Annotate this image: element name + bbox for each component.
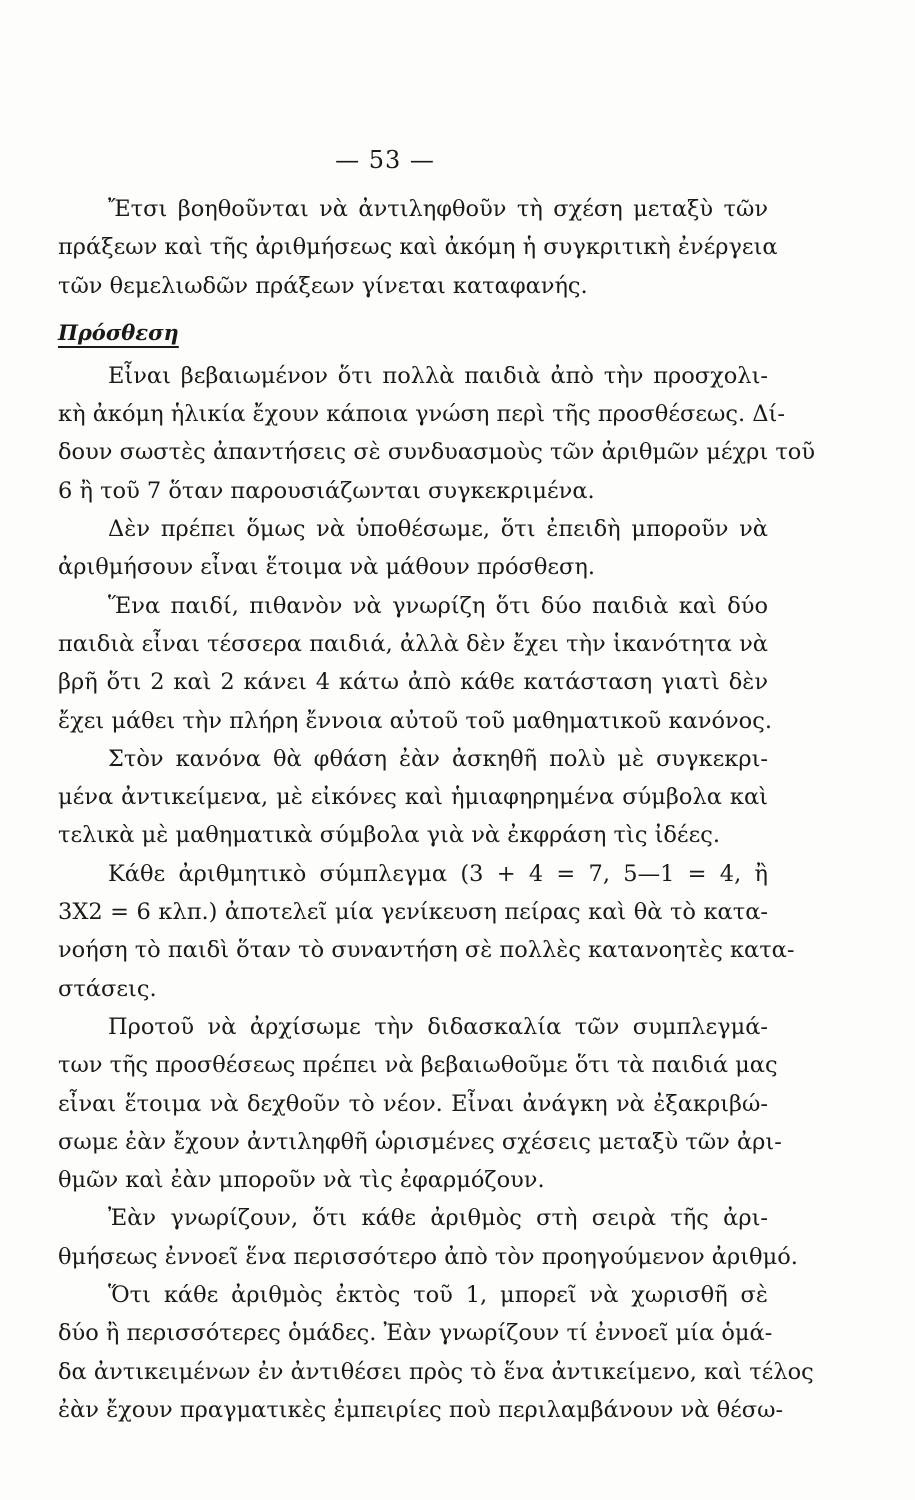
text-line: τῶν θεμελιωδῶν πράξεων γίνεται καταφανής. xyxy=(58,272,588,299)
section-heading-wrap xyxy=(58,305,768,357)
text-line: θμήσεως ἐννοεῖ ἕνα περισσότερο ἀπὸ τὸν προηγούμενον ἀριθμό. xyxy=(58,1243,798,1270)
paragraph-6 xyxy=(58,1008,782,1199)
text-line: βρῆ ὅτι 2 καὶ 2 κάνει 4 κάτω ἀπὸ κάθε κατάσταση γιατὶ δὲν xyxy=(58,669,768,696)
text-line: εἶναι ἕτοιμα νὰ δεχθοῦν τὸ νέον. Εἶναι ἀνάγκη νὰ ἐξακριβώ- xyxy=(58,1090,768,1117)
paragraph-7 xyxy=(58,1199,798,1276)
section-heading: Πρόσθεση xyxy=(58,319,179,345)
text-line: στάσεις. xyxy=(58,975,157,1002)
text-line: Ἔτσι βοηθοῦνται νὰ ἀντιληφθοῦν τὴ σχέση μεταξὺ τῶν xyxy=(108,196,768,222)
text-line: ἔχει μάθει τὴν πλήρη ἔννοια αὐτοῦ τοῦ μαθηματικοῦ κανόνος. xyxy=(58,707,772,734)
text-line: σωμε ἐὰν ἔχουν ἀντιληφθῆ ὡρισμένες σχέσεις μεταξὺ τῶν ἀρι- xyxy=(58,1128,782,1155)
text-line: Ἕνα παιδί, πιθανὸν νὰ γνωρίζη ὅτι δύο παιδιὰ καὶ δύο xyxy=(108,592,768,619)
text-line: δουν σωστὲς ἀπαντήσεις σὲ συνδυασμοὺς τῶν ἀριθμῶν μέχρι τοῦ xyxy=(58,439,815,466)
paragraph-5 xyxy=(58,855,795,1008)
text-line: τελικὰ μὲ μαθηματικὰ σύμβολα γιὰ νὰ ἐκφράση τὶς ἰδέες. xyxy=(58,822,721,849)
text-line: ἐὰν ἔχουν πραγματικὲς ἐμπειρίες ποὺ περιλαμβάνουν νὰ θέσω- xyxy=(58,1396,784,1423)
text-line: Ὅτι κάθε ἀριθμὸς ἐκτὸς τοῦ 1, μπορεῖ νὰ χωρισθῆ σὲ xyxy=(108,1282,768,1309)
paragraph-4 xyxy=(58,740,768,855)
text-line: των τῆς προσθέσεως πρέπει νὰ βεβαιωθοῦμε ὅτι τὰ παιδιά μας xyxy=(58,1052,778,1079)
text-body xyxy=(58,190,815,1429)
text-line: δύο ἢ περισσότερες ὁμάδες. Ἐὰν γνωρίζουν τί ἐννοεῖ μία ὁμά- xyxy=(58,1320,773,1347)
page-number: — 53 — xyxy=(335,146,435,174)
text-line: πράξεων καὶ τῆς ἀριθμήσεως καὶ ἀκόμη ἡ συγκριτικὴ ἐνέργεια xyxy=(58,234,778,261)
paragraph-2 xyxy=(58,510,768,587)
text-line: Προτοῦ νὰ ἀρχίσωμε τὴν διδασκαλία τῶν συμπλεγμά- xyxy=(108,1013,768,1040)
text-line: παιδιὰ εἶναι τέσσερα παιδιά, ἀλλὰ δὲν ἔχει τὴν ἱκανότητα νὰ xyxy=(58,630,768,657)
text-line: κὴ ἀκόμη ἡλικία ἔχουν κάποια γνώση περὶ τῆς προσθέσεως. Δί- xyxy=(58,401,785,428)
text-line: ἀριθμήσουν εἶναι ἕτοιμα νὰ μάθουν πρόσθεση. xyxy=(58,554,596,581)
paragraph-intro xyxy=(58,190,778,305)
text-line: θμῶν καὶ ἐὰν μποροῦν νὰ τὶς ἐφαρμόζουν. xyxy=(58,1167,545,1194)
text-line: μένα ἀντικείμενα, μὲ εἰκόνες καὶ ἡμιαφηρημένα σύμβολα καὶ xyxy=(58,784,768,811)
text-line: Ἐὰν γνωρίζουν, ὅτι κάθε ἀριθμὸς στὴ σειρὰ τῆς ἀρι- xyxy=(108,1205,768,1232)
text-line: δα ἀντικειμένων ἐν ἀντιθέσει πρὸς τὸ ἕνα ἀντικείμενο, καὶ τέλος xyxy=(58,1358,814,1385)
text-line: Εἶναι βεβαιωμένον ὅτι πολλὰ παιδιὰ ἀπὸ τὴν προσχολι- xyxy=(108,362,768,389)
paragraph-1 xyxy=(58,357,815,510)
text-line: Δὲν πρέπει ὅμως νὰ ὑποθέσωμε, ὅτι ἐπειδὴ μποροῦν νὰ xyxy=(108,516,768,543)
text-line: νοήση τὸ παιδὶ ὅταν τὸ συναντήση σὲ πολλὲς κατανοητὲς κατα- xyxy=(58,937,795,964)
text-line: 3Χ2 = 6 κλπ.) ἀποτελεῖ μία γενίκευση πείρας καὶ θὰ τὸ κατα- xyxy=(58,899,768,926)
paragraph-8 xyxy=(58,1276,814,1429)
text-line: Στὸν κανόνα θὰ φθάση ἐὰν ἀσκηθῆ πολὺ μὲ συγκεκρι- xyxy=(108,745,768,772)
paragraph-3 xyxy=(58,587,772,740)
text-line: Κάθε ἀριθμητικὸ σύμπλεγμα (3 + 4 = 7, 5—1 = 4, ἢ xyxy=(108,860,768,887)
text-line: 6 ἢ τοῦ 7 ὅταν παρουσιάζωνται συγκεκριμένα. xyxy=(58,477,595,504)
